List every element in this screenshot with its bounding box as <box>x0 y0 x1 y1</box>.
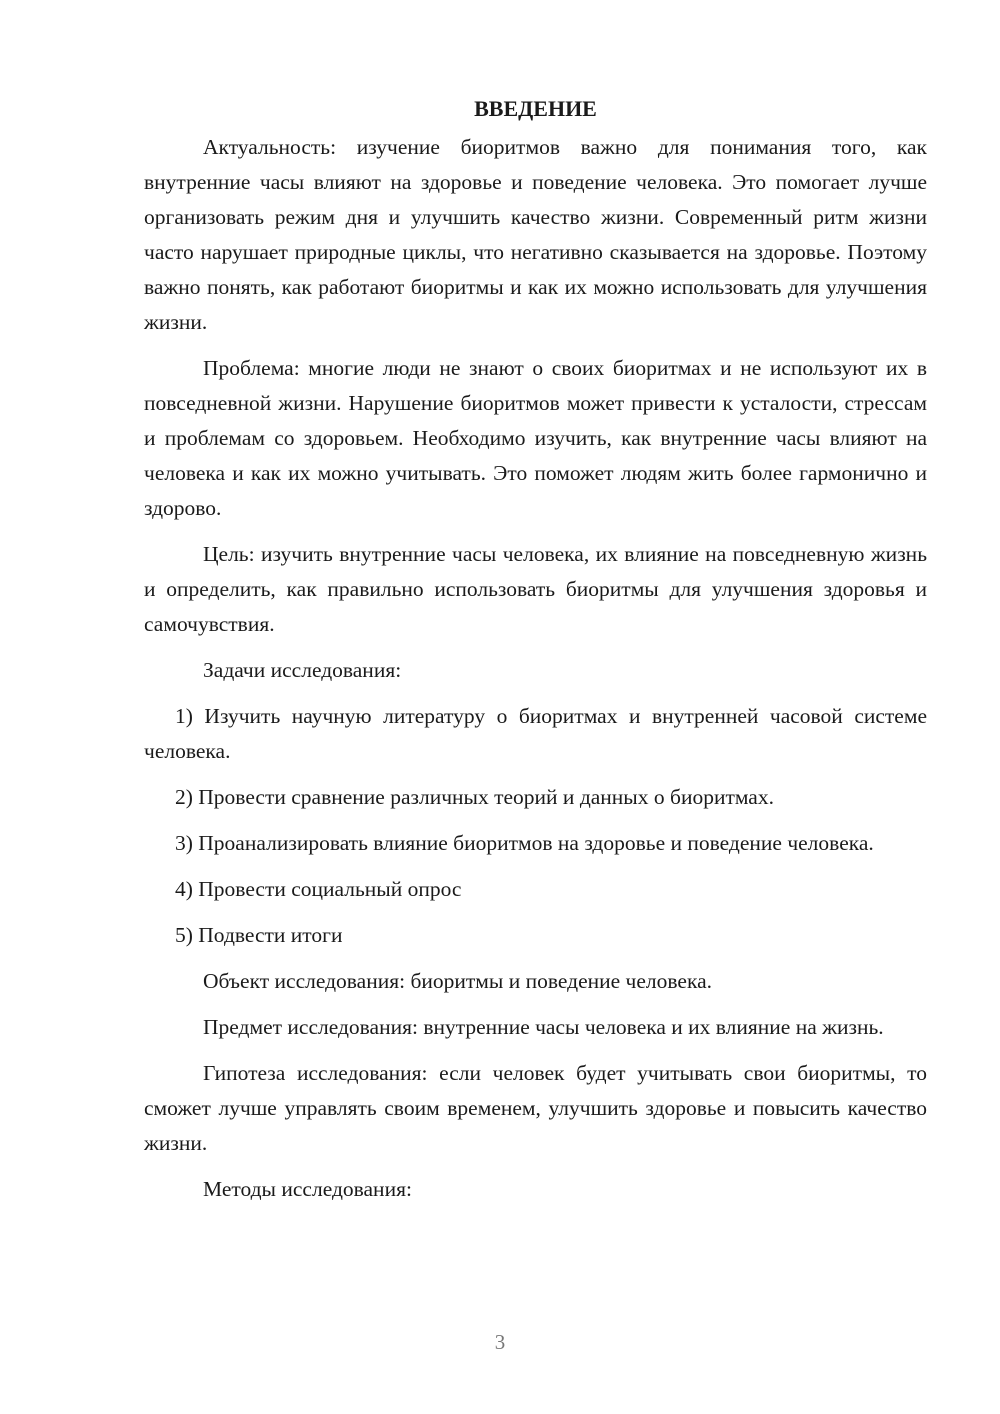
page-number: 3 <box>494 1330 506 1354</box>
hypothesis-paragraph: Гипотеза исследования: если человек будет учитывать свои биоритмы, то сможет лучше управлять своим временем, улучшить здоровье и повысить качество жизни. <box>144 1061 927 1155</box>
relevance-paragraph: Актуальность: изучение биоритмов важно для понимания того, как внутренние часы влияют на здоровье и поведение человека. Это помогает лучше организовать режим дня и улучшить качество жизни. Современный ритм жизни часто нарушает природные циклы, что негативно сказывается на здоровье. Поэтому важно понять, как работают биоритмы и как их можно использовать для улучшения жизни. <box>144 135 927 334</box>
list-item: 1) Изучить научную литературу о биоритмах и внутренней часовой системе человека. <box>144 704 927 763</box>
list-item: 4) Провести социальный опрос <box>175 877 462 901</box>
problem-paragraph: Проблема: многие люди не знают о своих биоритмах и не используют их в повседневной жизни. Нарушение биоритмов может привести к усталости, стрессам и проблемам со здоровьем. Необходимо изучить, как внутренние часы влияют на человека и как их можно учитывать. Это поможет людям жить более гармонично и здорово. <box>144 356 927 520</box>
tasks-list <box>144 699 927 953</box>
list-item: 3) Проанализировать влияние биоритмов на здоровье и поведение человека. <box>175 831 874 855</box>
list-item: 5) Подвести итоги <box>175 923 343 947</box>
section-title: ВВЕДЕНИЕ <box>474 96 597 121</box>
object-paragraph: Объект исследования: биоритмы и поведение человека. <box>203 969 712 993</box>
list-item: 2) Провести сравнение различных теорий и данных о биоритмах. <box>175 785 774 809</box>
goal-paragraph: Цель: изучить внутренние часы человека, их влияние на повседневную жизнь и определить, как правильно использовать биоритмы для улучшения здоровья и самочувствия. <box>144 542 927 636</box>
document-page <box>144 92 927 1218</box>
methods-heading: Методы исследования: <box>203 1177 412 1201</box>
subject-paragraph: Предмет исследования: внутренние часы человека и их влияние на жизнь. <box>203 1015 884 1039</box>
tasks-heading: Задачи исследования: <box>203 658 402 682</box>
